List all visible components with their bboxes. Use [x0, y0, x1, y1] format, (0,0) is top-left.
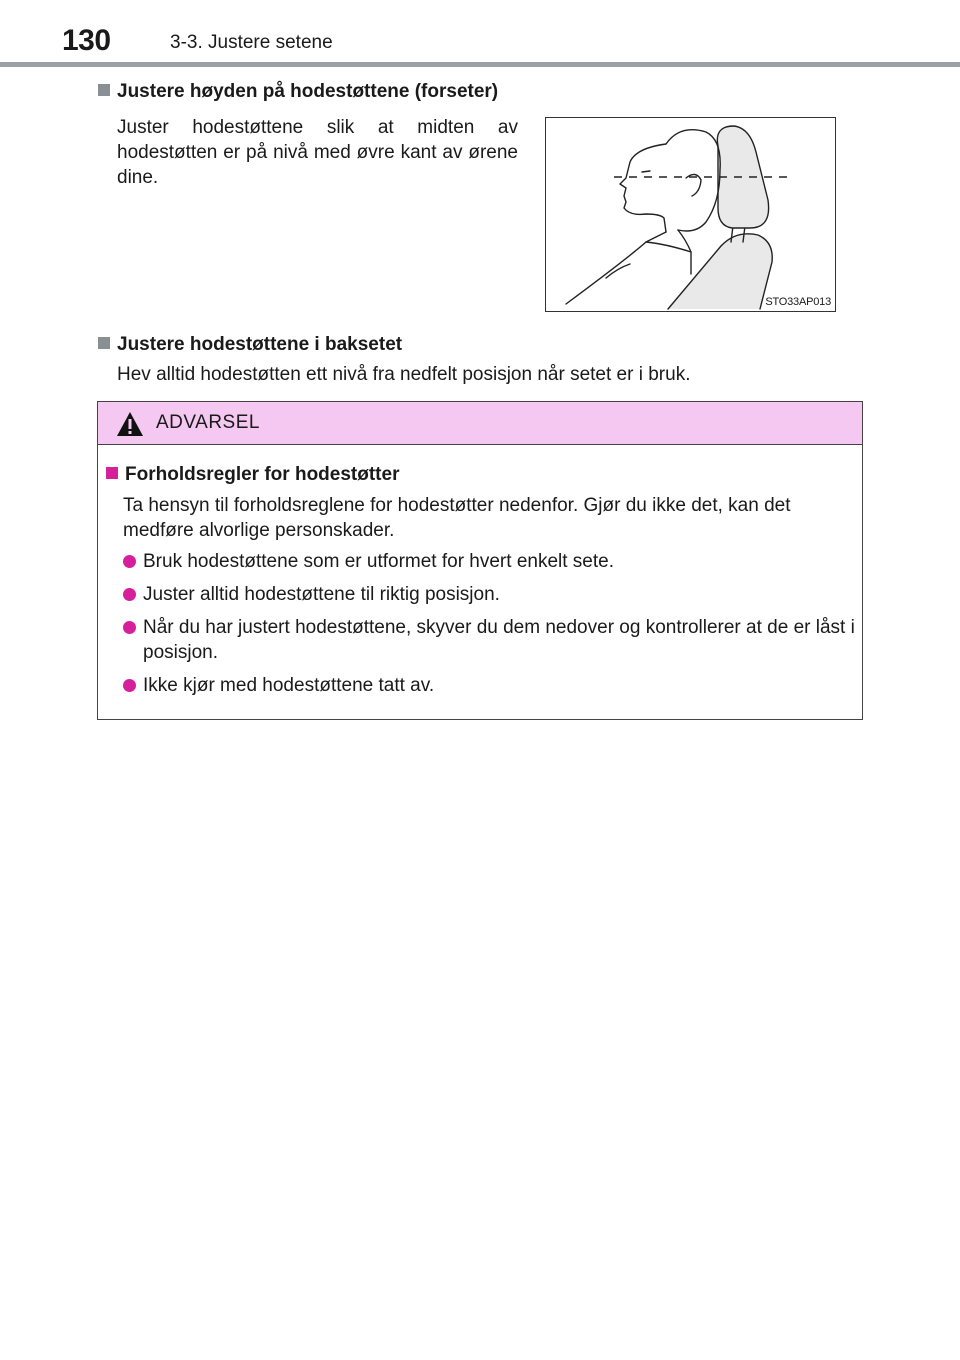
warning-title: ADVARSEL: [156, 412, 260, 433]
square-bullet-icon: [98, 337, 110, 349]
page-header: [0, 22, 960, 64]
section2-text: Hev alltid hodestøtten ett nivå fra nedfelt posisjon når setet er i bruk.: [117, 364, 691, 385]
square-bullet-icon: [98, 84, 110, 96]
warning-bullet-text: Juster alltid hodestøttene til riktig posisjon.: [143, 584, 500, 605]
warning-bullet: [123, 673, 858, 698]
section2-heading: [98, 334, 402, 356]
warning-intro: Ta hensyn til forholdsreglene for hodestøtter nedenfor. Gjør du ikke det, kan det medføre alvorlige personskader.: [123, 495, 791, 541]
section1-heading-text: Justere høyden på hodestøttene (forseter): [117, 81, 499, 102]
header-rule: [0, 62, 960, 67]
section2-heading-text: Justere hodestøttene i baksetet: [117, 334, 403, 355]
warning-subheading: [106, 464, 399, 486]
bullet-dot-icon: [123, 555, 136, 568]
headrest-illustration: [545, 117, 836, 312]
warning-subheading-text: Forholdsregler for hodestøtter: [125, 464, 400, 485]
warning-bullet: [123, 582, 858, 607]
warning-bullet-text: Ikke kjør med hodestøttene tatt av.: [143, 675, 435, 696]
warning-header: [98, 402, 862, 445]
bullet-dot-icon: [123, 588, 136, 601]
warning-bullet-text: Når du har justert hodestøttene, skyver du dem nedover og kontrollerer at de er låst i posisjon.: [143, 617, 855, 663]
bullet-dot-icon: [123, 621, 136, 634]
section1-text: Juster hodestøttene slik at midten av hodestøtten er på nivå med øvre kant av ørene dine.: [117, 117, 518, 188]
section-label: 3-3. Justere setene: [170, 32, 333, 53]
warning-bullet: [123, 549, 858, 574]
bullet-dot-icon: [123, 679, 136, 692]
square-bullet-icon: [106, 467, 118, 479]
page-number: 130: [62, 24, 111, 57]
figure-code: STO33AP013: [765, 296, 831, 308]
section1-heading: [98, 81, 498, 103]
warning-triangle-icon: [116, 411, 144, 437]
headrest-drawing: [546, 118, 837, 313]
warning-box: [97, 401, 863, 720]
warning-bullet: [123, 615, 858, 665]
warning-bullet-text: Bruk hodestøttene som er utformet for hvert enkelt sete.: [143, 551, 614, 572]
